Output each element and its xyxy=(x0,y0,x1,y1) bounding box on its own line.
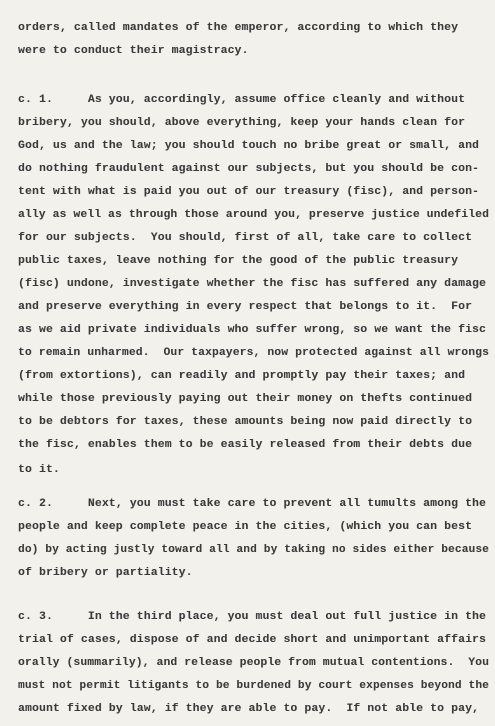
text-line: orally (summarily), and release people from mutual contentions. You xyxy=(18,657,490,669)
text-line: tent with what is paid you out of our treasury (fisc), and person- xyxy=(18,186,480,198)
text-line: (fisc) undone, investigate whether the fisc has suffered any damage xyxy=(18,278,487,290)
text-line: to be debtors for taxes, these amounts being now paid directly to xyxy=(18,416,473,428)
text-line: as we aid private individuals who suffer wrong, so we want the fisc xyxy=(18,324,487,336)
text-line: God, us and the law; you should touch no bribe great or small, and xyxy=(18,140,480,152)
text-line: bribery, you should, above everything, keep your hands clean for xyxy=(18,117,466,129)
text-line: orders, called mandates of the emperor, according to which they xyxy=(18,22,459,34)
text-line: trial of cases, dispose of and decide short and unimportant affairs xyxy=(18,634,487,646)
text-line: do nothing fraudulent against our subjects, but you should be con- xyxy=(18,163,480,175)
text-line: c. 3. In the third place, you must deal out full justice in the xyxy=(18,611,487,623)
text-line: and preserve everything in every respect that belongs to it. For xyxy=(18,301,473,313)
text-line: to remain unharmed. Our taxpayers, now protected against all wrongs xyxy=(18,347,490,359)
text-line: ally as well as through those around you, preserve justice undefiled xyxy=(18,209,490,221)
text-line: c. 1. As you, accordingly, assume office cleanly and without xyxy=(18,94,466,106)
text-line: people and keep complete peace in the cities, (which you can best xyxy=(18,521,473,533)
text-line: for our subjects. You should, first of all, take care to collect xyxy=(18,232,473,244)
text-line: must not permit litigants to be burdened by court expenses beyond the xyxy=(18,680,489,692)
text-line: were to conduct their magistracy. xyxy=(18,45,249,57)
text-line: while those previously paying out their money on thefts continued xyxy=(18,393,473,405)
text-line: to it. xyxy=(18,464,60,476)
text-line: the fisc, enables them to be easily released from their debts due xyxy=(18,439,473,451)
text-line: c. 2. Next, you must take care to prevent all tumults among the xyxy=(18,498,487,510)
text-line: amount fixed by law, if they are able to pay. If not able to pay, xyxy=(18,703,480,715)
text-line: of bribery or partiality. xyxy=(18,567,193,579)
text-line: do) by acting justly toward all and by taking no sides either because xyxy=(18,544,489,556)
text-line: public taxes, leave nothing for the good of the public treasury xyxy=(18,255,459,267)
text-line: (from extortions), can readily and promptly pay their taxes; and xyxy=(18,370,466,382)
